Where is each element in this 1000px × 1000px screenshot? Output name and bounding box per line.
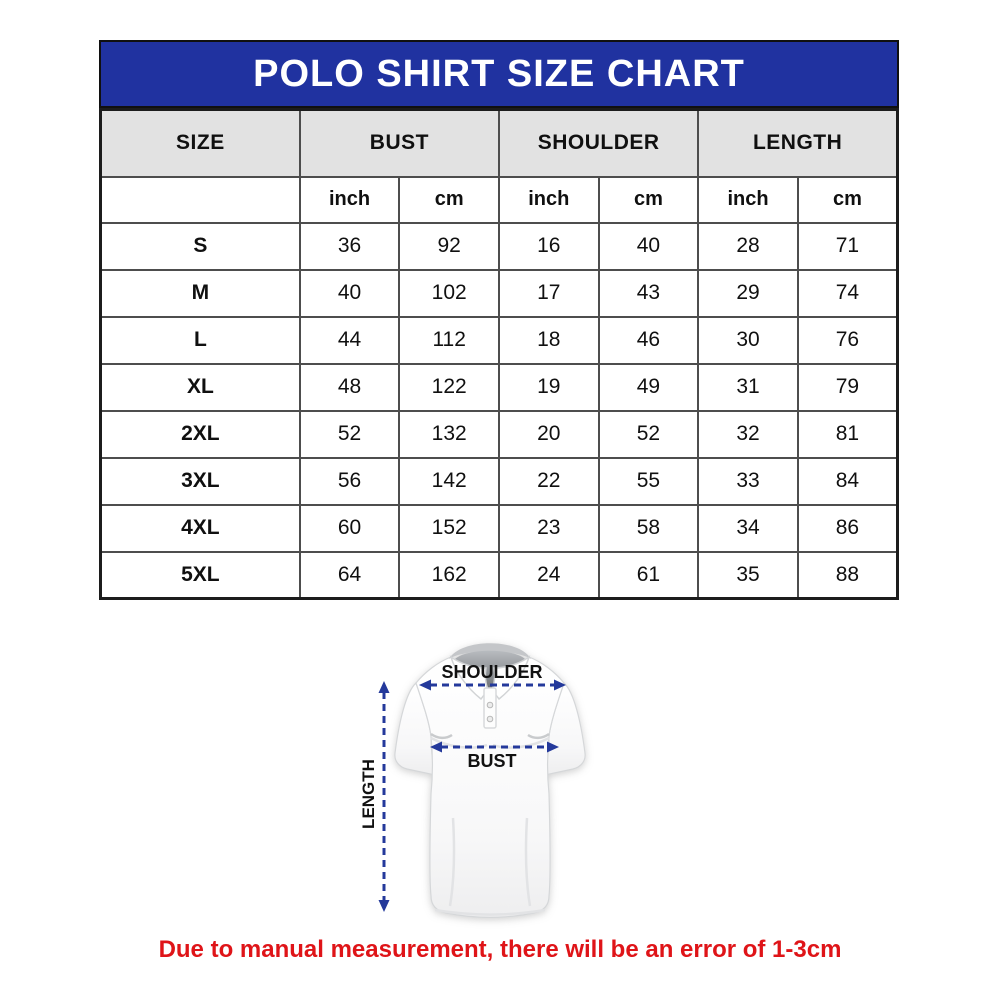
table-row-5xl [101, 552, 898, 599]
length-label: LENGTH [359, 759, 378, 829]
length-cm-value: 86 [798, 505, 898, 552]
table-row-3xl [101, 458, 898, 505]
shoulder-cm-value: 40 [599, 223, 699, 270]
size-label: 4XL [101, 505, 300, 552]
length-inch-value: 32 [698, 411, 798, 458]
bust-inch-value: 64 [300, 552, 400, 599]
table-row-l [101, 317, 898, 364]
shoulder-inch-value: 16 [499, 223, 599, 270]
bust-inch-value: 44 [300, 317, 400, 364]
column-header-size: SIZE [101, 110, 300, 177]
size-label: 2XL [101, 411, 300, 458]
column-header-length: LENGTH [698, 110, 897, 177]
shoulder-cm-value: 58 [599, 505, 699, 552]
measurement-diagram [335, 626, 665, 940]
shoulder-inch-value: 24 [499, 552, 599, 599]
page-title: POLO SHIRT SIZE CHART [253, 52, 745, 95]
bust-cm-value: 112 [399, 317, 499, 364]
bust-cm-value: 102 [399, 270, 499, 317]
button [487, 716, 493, 722]
size-label: XL [101, 364, 300, 411]
shoulder-inch-value: 23 [499, 505, 599, 552]
length-inch-value: 33 [698, 458, 798, 505]
length-inch-value: 34 [698, 505, 798, 552]
length-cm-value: 88 [798, 552, 898, 599]
length-cm-value: 76 [798, 317, 898, 364]
shoulder-cm-value: 46 [599, 317, 699, 364]
title-banner [99, 40, 899, 108]
shoulder-inch-value: 20 [499, 411, 599, 458]
unit-header-empty [101, 177, 300, 223]
size-label: S [101, 223, 300, 270]
shoulder-label: SHOULDER [441, 662, 543, 682]
length-cm-value: 84 [798, 458, 898, 505]
bust-cm-value: 122 [399, 364, 499, 411]
unit-header-shoulder-cm: cm [599, 177, 699, 223]
polo-shirt-svg [335, 626, 665, 940]
bust-inch-value: 52 [300, 411, 400, 458]
shoulder-cm-value: 49 [599, 364, 699, 411]
unit-header-bust-inch: inch [300, 177, 400, 223]
length-inch-value: 29 [698, 270, 798, 317]
bust-label: BUST [467, 751, 517, 771]
length-cm-value: 74 [798, 270, 898, 317]
bust-inch-value: 48 [300, 364, 400, 411]
bust-cm-value: 152 [399, 505, 499, 552]
table-row-2xl [101, 411, 898, 458]
unit-header-row [101, 177, 898, 223]
measurement-disclaimer: Due to manual measurement, there will be an error of 1-3cm [158, 936, 842, 963]
length-arrow [379, 681, 390, 912]
shoulder-cm-value: 52 [599, 411, 699, 458]
length-cm-value: 81 [798, 411, 898, 458]
size-label: L [101, 317, 300, 364]
bust-cm-value: 162 [399, 552, 499, 599]
shoulder-cm-value: 61 [599, 552, 699, 599]
shoulder-inch-value: 22 [499, 458, 599, 505]
bust-inch-value: 36 [300, 223, 400, 270]
bust-inch-value: 60 [300, 505, 400, 552]
shoulder-cm-value: 55 [599, 458, 699, 505]
length-inch-value: 28 [698, 223, 798, 270]
unit-header-length-inch: inch [698, 177, 798, 223]
table-row-4xl [101, 505, 898, 552]
bust-inch-value: 56 [300, 458, 400, 505]
unit-header-shoulder-inch: inch [499, 177, 599, 223]
bust-cm-value: 92 [399, 223, 499, 270]
table-row-m [101, 270, 898, 317]
unit-header-bust-cm: cm [399, 177, 499, 223]
column-header-shoulder: SHOULDER [499, 110, 698, 177]
size-label: 3XL [101, 458, 300, 505]
bust-cm-value: 132 [399, 411, 499, 458]
shoulder-inch-value: 19 [499, 364, 599, 411]
bust-inch-value: 40 [300, 270, 400, 317]
length-inch-value: 30 [698, 317, 798, 364]
length-cm-value: 79 [798, 364, 898, 411]
unit-header-length-cm: cm [798, 177, 898, 223]
size-chart-table [99, 108, 899, 600]
group-header-row [101, 110, 898, 177]
table-row-s [101, 223, 898, 270]
length-inch-value: 31 [698, 364, 798, 411]
button [487, 702, 493, 708]
size-label: 5XL [101, 552, 300, 599]
bust-cm-value: 142 [399, 458, 499, 505]
shoulder-inch-value: 17 [499, 270, 599, 317]
length-inch-value: 35 [698, 552, 798, 599]
shoulder-inch-value: 18 [499, 317, 599, 364]
size-label: M [101, 270, 300, 317]
length-cm-value: 71 [798, 223, 898, 270]
shoulder-cm-value: 43 [599, 270, 699, 317]
column-header-bust: BUST [300, 110, 499, 177]
table-row-xl [101, 364, 898, 411]
